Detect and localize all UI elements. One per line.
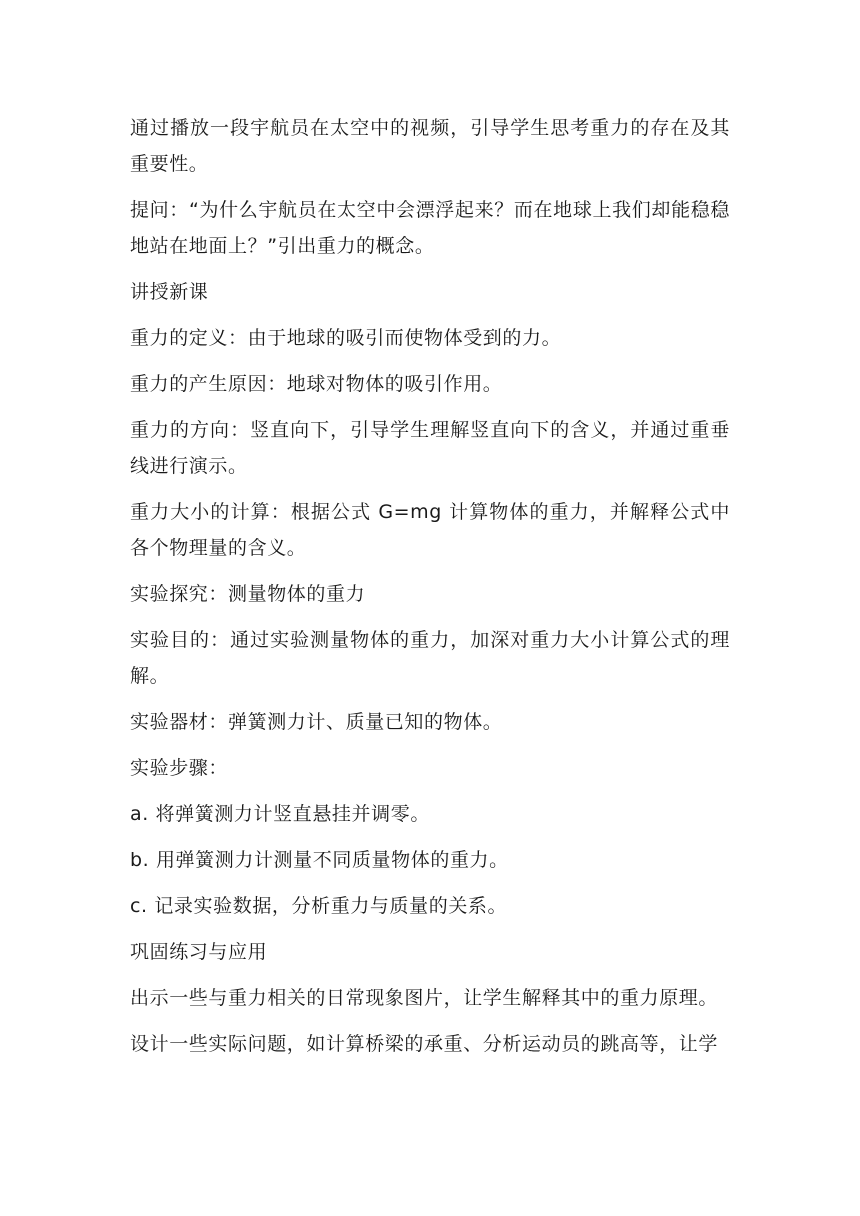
section-heading-practice: 巩固练习与应用 bbox=[130, 941, 268, 963]
gravity-calculation-paragraph: 重力大小的计算：根据公式 G=mg 计算物体的重力，并解释公式中各个物理量的含义。 bbox=[130, 501, 730, 559]
section-heading-experiment: 实验探究：测量物体的重力 bbox=[130, 583, 366, 605]
practice-problems-paragraph: 设计一些实际问题，如计算桥梁的承重、分析运动员的跳高等，让学 bbox=[130, 1033, 719, 1055]
gravity-cause-paragraph: 重力的产生原因：地球对物体的吸引作用。 bbox=[130, 373, 503, 395]
practice-images-paragraph: 出示一些与重力相关的日常现象图片，让学生解释其中的重力原理。 bbox=[130, 987, 719, 1009]
section-heading-new-lesson: 讲授新课 bbox=[130, 281, 209, 303]
experiment-equipment-paragraph: 实验器材：弹簧测力计、质量已知的物体。 bbox=[130, 711, 503, 733]
experiment-purpose-paragraph: 实验目的：通过实验测量物体的重力，加深对重力大小计算公式的理解。 bbox=[130, 629, 730, 687]
gravity-definition-paragraph: 重力的定义：由于地球的吸引而使物体受到的力。 bbox=[130, 327, 562, 349]
experiment-step-c: c. 记录实验数据，分析重力与质量的关系。 bbox=[130, 895, 508, 917]
experiment-steps-label: 实验步骤： bbox=[130, 757, 229, 779]
experiment-step-a: a. 将弹簧测力计竖直悬挂并调零。 bbox=[130, 803, 430, 825]
intro-video-paragraph: 通过播放一段宇航员在太空中的视频，引导学生思考重力的存在及其重要性。 bbox=[130, 117, 730, 175]
document-body bbox=[130, 110, 730, 1072]
experiment-step-b: b. 用弹簧测力计测量不同质量物体的重力。 bbox=[130, 849, 509, 871]
question-paragraph: 提问：“为什么宇航员在太空中会漂浮起来？而在地球上我们却能稳稳地站在地面上？”引出重力的概念。 bbox=[130, 199, 730, 257]
gravity-direction-paragraph: 重力的方向：竖直向下，引导学生理解竖直向下的含义，并通过重垂线进行演示。 bbox=[130, 419, 730, 477]
